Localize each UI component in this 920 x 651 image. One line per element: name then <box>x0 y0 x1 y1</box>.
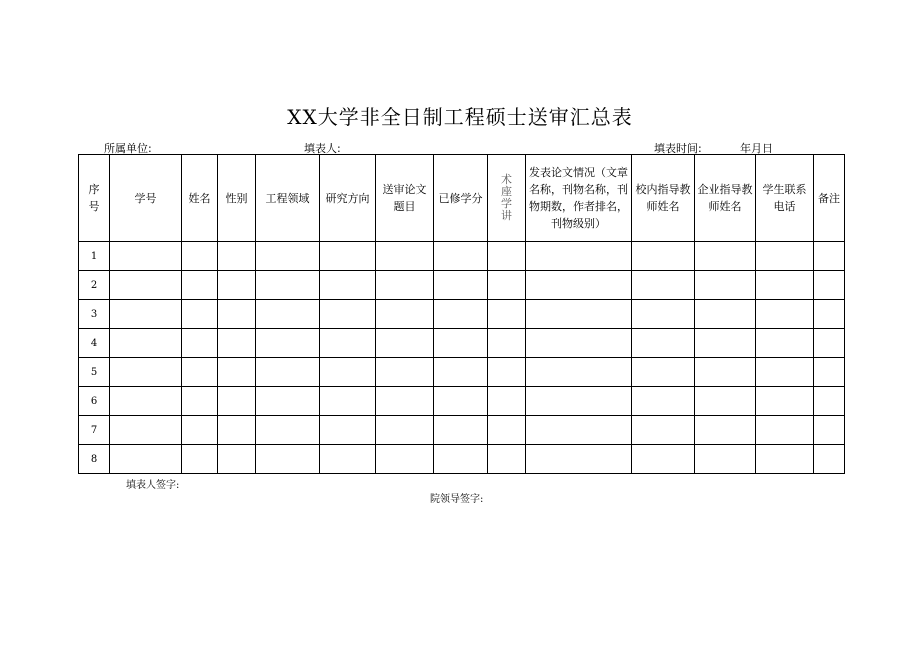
row-index: 1 <box>79 242 110 271</box>
summary-table <box>78 154 845 474</box>
row-index: 4 <box>79 329 110 358</box>
table-row <box>79 416 845 445</box>
table-row <box>79 242 845 271</box>
header-seq: 序号 <box>79 155 110 242</box>
unit-label: 所属单位: <box>104 142 152 155</box>
header-credits: 已修学分 <box>434 155 488 242</box>
filler-signature-label: 填表人签字: <box>126 480 180 491</box>
header-student-id: 学号 <box>110 155 182 242</box>
header-lecture: 术座学讲 <box>501 173 512 222</box>
row-index: 7 <box>79 416 110 445</box>
header-gender: 性别 <box>218 155 256 242</box>
date-label: 填表时间: <box>654 142 702 155</box>
row-index: 8 <box>79 445 110 474</box>
table-row <box>79 387 845 416</box>
header-phone: 学生联系电话 <box>756 155 814 242</box>
date-value: 年月日 <box>740 142 773 155</box>
row-index: 6 <box>79 387 110 416</box>
header-lecture-cell <box>488 155 526 242</box>
filler-label: 填表人: <box>304 142 341 155</box>
header-direction: 研究方向 <box>320 155 376 242</box>
header-row <box>79 155 845 242</box>
page-title: XX大学非全日制工程硕士送审汇总表 <box>287 105 633 129</box>
table-row <box>79 358 845 387</box>
leader-signature-label: 院领导签字: <box>430 494 484 505</box>
header-thesis-title: 送审论文题目 <box>376 155 434 242</box>
header-field: 工程领域 <box>256 155 320 242</box>
header-name: 姓名 <box>182 155 218 242</box>
header-remarks: 备注 <box>814 155 845 242</box>
header-school-advisor: 校内指导教师姓名 <box>632 155 695 242</box>
table-row <box>79 445 845 474</box>
table-row <box>79 329 845 358</box>
row-index: 2 <box>79 271 110 300</box>
row-index: 5 <box>79 358 110 387</box>
header-company-advisor: 企业指导教师姓名 <box>695 155 756 242</box>
table-row <box>79 300 845 329</box>
header-papers: 发表论文情况（文章名称，刊物名称，刊物期数，作者排名，刊物级别） <box>526 155 632 242</box>
row-index: 3 <box>79 300 110 329</box>
table-row <box>79 271 845 300</box>
